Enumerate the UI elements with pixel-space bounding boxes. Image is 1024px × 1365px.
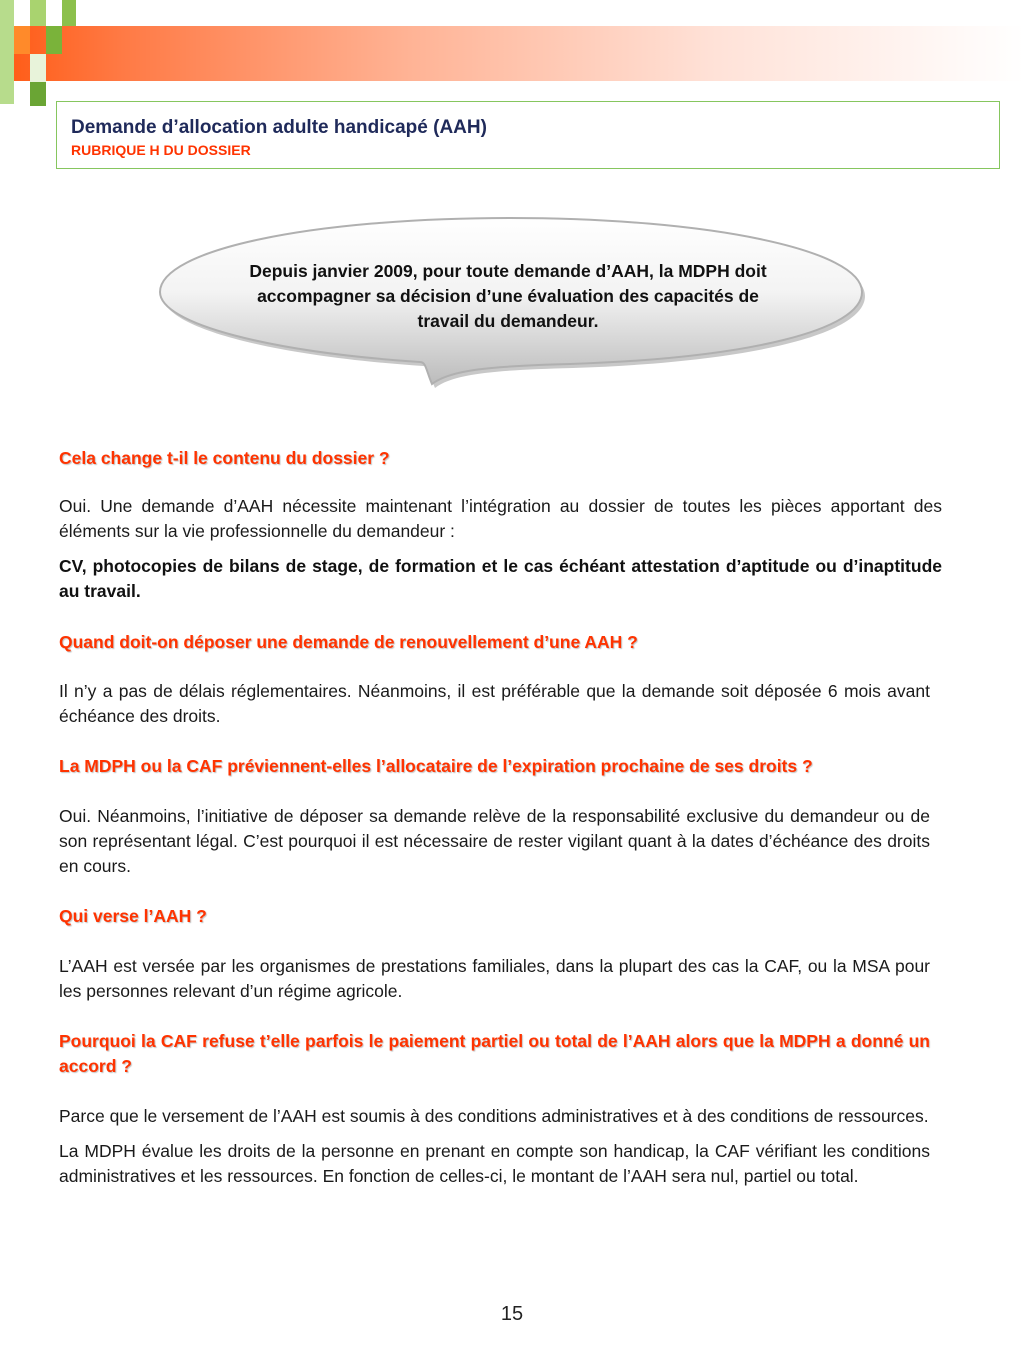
answer-paragraph: Oui. Une demande d’AAH nécessite maintenant l’intégration au dossier de toutes les pièces apportant des éléments sur la vie professionnelle du demandeur : <box>59 496 942 541</box>
answer-paragraph: L’AAH est versée par les organismes de prestations familiales, dans la plupart des cas la CAF, ou la MSA pour les personnes relevant d’un régime agricole. <box>59 956 930 1001</box>
question-heading: La MDPH ou la CAF préviennent-elles l’allocataire de l’expiration prochaine de ses droits ? <box>59 756 813 776</box>
decor-square <box>46 26 62 54</box>
title-box <box>56 101 1000 169</box>
question-heading: Qui verse l’AAH ? <box>59 906 207 926</box>
content <box>59 446 942 1189</box>
header-gradient-band <box>0 26 1024 81</box>
answer-paragraph: Parce que le versement de l’AAH est soumis à des conditions administratives et à des conditions de ressources. <box>59 1106 929 1126</box>
answer-paragraph: Il n’y a pas de délais réglementaires. Néanmoins, il est préférable que la demande soit déposée 6 mois avant échéance des droits. <box>59 681 930 726</box>
page-number: 15 <box>500 1303 524 1325</box>
decor-square <box>30 0 46 26</box>
decor-square <box>0 0 14 104</box>
page-subtitle: RUBRIQUE H DU DOSSIER <box>71 142 251 158</box>
decor-square <box>14 26 30 54</box>
bubble-text: Depuis janvier 2009, pour toute demande d’AAH, la MDPH doit accompagner sa décision d’une évaluation des capacités de travail du demandeur. <box>249 261 767 331</box>
answer-bold-paragraph: CV, photocopies de bilans de stage, de formation et le cas échéant attestation d’aptitude ou d’inaptitude au travail. <box>59 556 942 601</box>
answer-paragraph: Oui. Néanmoins, l’initiative de déposer sa demande relève de la responsabilité exclusive du demandeur ou de son représentant légal. C’est pourquoi il est nécessaire de rester vigilant quant à la dates d’échéance des droits en cours. <box>59 806 930 876</box>
page-title: Demande d’allocation adulte handicapé (AAH) <box>71 117 487 138</box>
question-heading: Pourquoi la CAF refuse t’elle parfois le paiement partiel ou total de l’AAH alors que la MDPH a donné un accord ? <box>59 1031 930 1076</box>
question-heading: Cela change t-il le contenu du dossier ? <box>59 448 390 468</box>
decor-square <box>30 82 46 106</box>
decor-square <box>30 54 46 82</box>
question-heading: Quand doit-on déposer une demande de renouvellement d’une AAH ? <box>59 632 638 652</box>
decor-square <box>62 0 76 26</box>
answer-paragraph: La MDPH évalue les droits de la personne en prenant en compte son handicap, la CAF vérifiant les conditions administratives et les ressources. En fonction de celles-ci, le montant de l’AAH sera nul, partiel ou total. <box>59 1141 930 1186</box>
